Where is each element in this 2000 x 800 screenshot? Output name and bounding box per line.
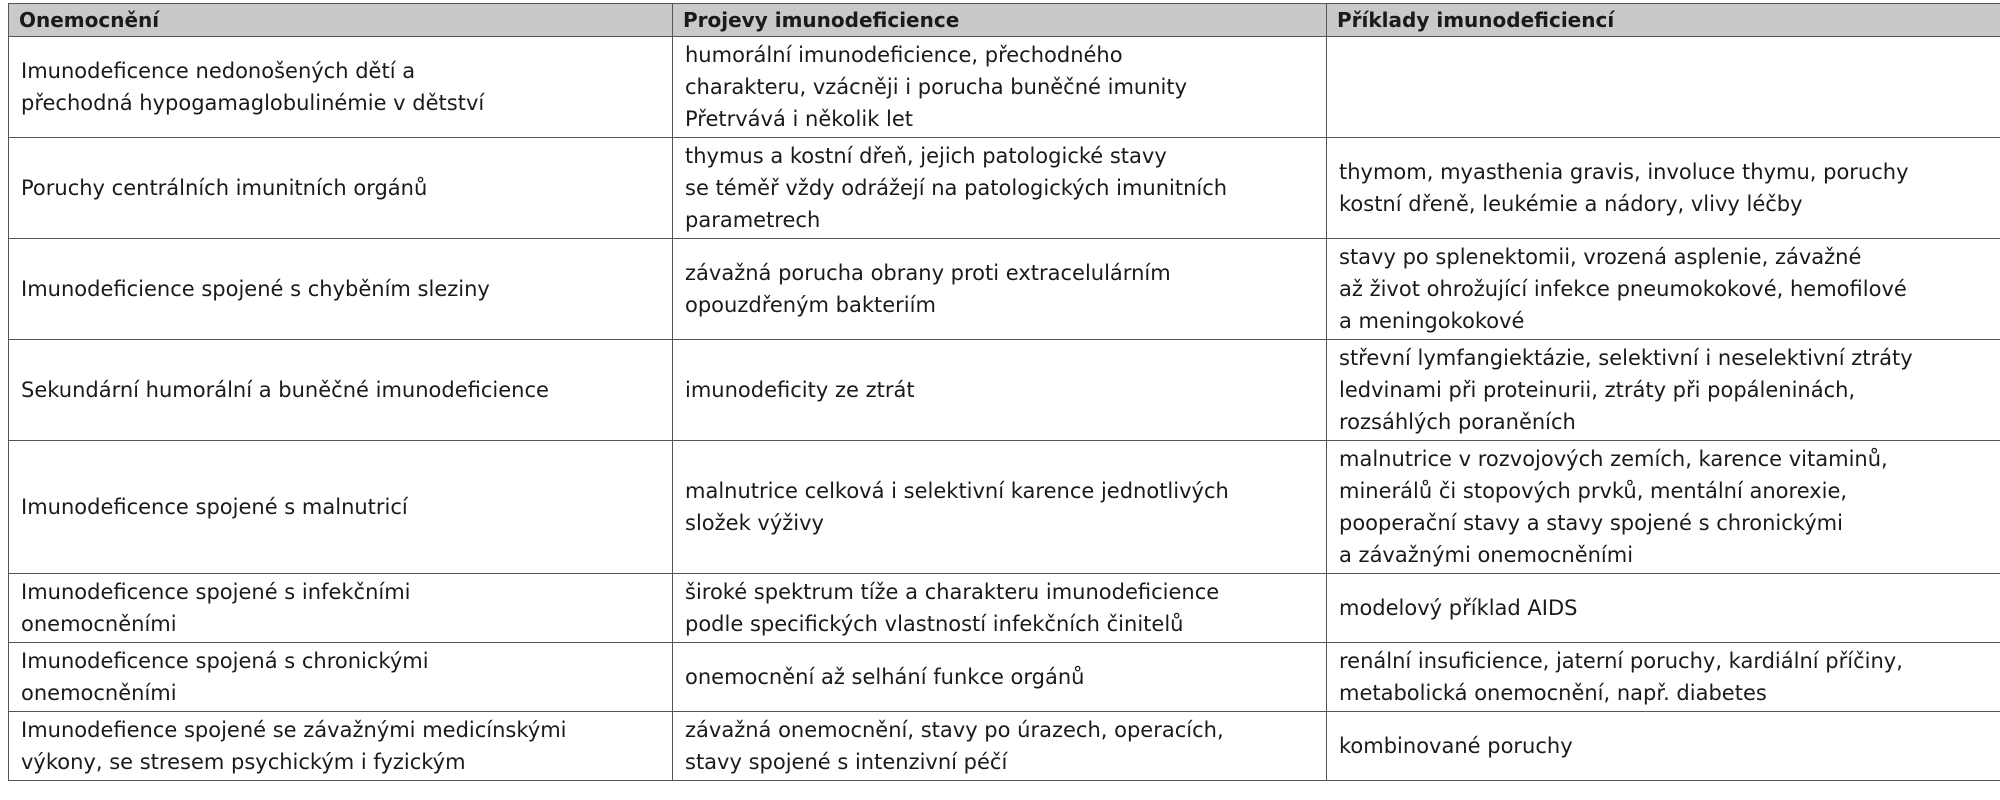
cell-text-line: přechodná hypogamaglobulinémie v dětství: [21, 91, 485, 115]
cell-manifestation: [673, 37, 1327, 138]
table-row: [9, 441, 2000, 574]
cell-text-line: složek výživy: [685, 511, 824, 535]
cell-disease: [9, 574, 673, 643]
cell-manifestation: [673, 643, 1327, 712]
cell-text-line: renální insuficience, jaterní poruchy, kardiální příčiny,: [1339, 649, 1903, 673]
cell-examples: [1327, 138, 2000, 239]
cell-examples: [1327, 441, 2000, 574]
cell-disease: [9, 441, 673, 574]
cell-manifestation: [673, 138, 1327, 239]
cell-text-line: Přetrvává i několik let: [685, 107, 914, 131]
cell-text-line: thymom, myasthenia gravis, involuce thymu, poruchy: [1339, 160, 1909, 184]
cell-text-line: rozsáhlých poraněních: [1339, 410, 1576, 434]
cell-text-line: onemocnění až selhání funkce orgánů: [685, 665, 1085, 689]
cell-text-line: stavy spojené s intenzivní péčí: [685, 750, 1008, 774]
cell-disease: [9, 239, 673, 340]
cell-text-line: pooperační stavy a stavy spojené s chronickými: [1339, 511, 1843, 535]
cell-text-line: parametrech: [685, 208, 821, 232]
cell-examples: [1327, 340, 2000, 441]
header-disease: Onemocnění: [9, 4, 673, 37]
cell-disease: [9, 138, 673, 239]
table-row: [9, 643, 2000, 712]
cell-examples: [1327, 37, 2000, 138]
cell-text-line: malnutrice celková i selektivní karence jednotlivých: [685, 479, 1229, 503]
cell-disease: [9, 712, 673, 781]
cell-text-line: humorální imunodeficience, přechodného: [685, 43, 1123, 67]
table-row: [9, 574, 2000, 643]
cell-text-line: modelový příklad AIDS: [1339, 596, 1578, 620]
table-header: [9, 4, 2000, 37]
cell-text-line: stavy po splenektomii, vrozená asplenie, závažné: [1339, 245, 1862, 269]
table-row: [9, 340, 2000, 441]
cell-text-line: malnutrice v rozvojových zemích, karence vitaminů,: [1339, 447, 1888, 471]
cell-text-line: závažná onemocnění, stavy po úrazech, operacích,: [685, 718, 1224, 742]
table-row: [9, 239, 2000, 340]
cell-text-line: onemocněními: [21, 612, 177, 636]
cell-examples: [1327, 574, 2000, 643]
cell-text-line: Poruchy centrálních imunitních orgánů: [21, 176, 428, 200]
cell-text-line: střevní lymfangiektázie, selektivní i neselektivní ztráty: [1339, 346, 1913, 370]
cell-disease: [9, 643, 673, 712]
cell-text-line: Imunodeficence spojené s infekčními: [21, 580, 411, 604]
cell-text-line: závažná porucha obrany proti extracelulárním: [685, 261, 1171, 285]
cell-text-line: onemocněními: [21, 681, 177, 705]
cell-text-line: až život ohrožující infekce pneumokokové, hemofilové: [1339, 277, 1907, 301]
cell-text-line: Imunodeficence nedonošených dětí a: [21, 59, 416, 83]
table-row: [9, 138, 2000, 239]
cell-text-line: Imunodeficence spojené s malnutricí: [21, 495, 408, 519]
cell-text-line: ledvinami při proteinurii, ztráty při popáleninách,: [1339, 378, 1856, 402]
cell-text-line: Imunodeficence spojená s chronickými: [21, 649, 429, 673]
table-row: [9, 37, 2000, 138]
cell-disease: [9, 37, 673, 138]
cell-text-line: minerálů či stopových prvků, mentální anorexie,: [1339, 479, 1848, 503]
cell-manifestation: [673, 712, 1327, 781]
table-row: [9, 712, 2000, 781]
cell-manifestation: [673, 574, 1327, 643]
cell-text-line: kostní dřeně, leukémie a nádory, vlivy léčby: [1339, 192, 1803, 216]
cell-examples: [1327, 643, 2000, 712]
cell-text-line: široké spektrum tíže a charakteru imunodeficience: [685, 580, 1220, 604]
cell-text-line: Sekundární humorální a buněčné imunodeficience: [21, 378, 549, 402]
cell-manifestation: [673, 340, 1327, 441]
header-manifestation: Projevy imunodeficience: [673, 4, 1327, 37]
cell-manifestation: [673, 441, 1327, 574]
cell-text-line: Imunodeficience spojené s chyběním sleziny: [21, 277, 490, 301]
cell-text-line: imunodeficity ze ztrát: [685, 378, 915, 402]
cell-text-line: Imunodefience spojené se závažnými medicínskými: [21, 718, 567, 742]
cell-manifestation: [673, 239, 1327, 340]
cell-examples: [1327, 712, 2000, 781]
table-body: [9, 37, 2000, 781]
cell-text-line: a závažnými onemocněními: [1339, 543, 1634, 567]
cell-text-line: kombinované poruchy: [1339, 734, 1573, 758]
cell-text-line: charakteru, vzácněji i porucha buněčné imunity: [685, 75, 1188, 99]
cell-text-line: opouzdřeným bakteriím: [685, 293, 936, 317]
cell-text-line: se téměř vždy odrážejí na patologických imunitních: [685, 176, 1228, 200]
cell-text-line: metabolická onemocnění, např. diabetes: [1339, 681, 1767, 705]
cell-text-line: a meningokokové: [1339, 309, 1525, 333]
cell-text-line: thymus a kostní dřeň, jejich patologické stavy: [685, 144, 1167, 168]
header-examples: Příklady imunodeficiencí: [1327, 4, 2000, 37]
cell-text-line: výkony, se stresem psychickým i fyzickým: [21, 750, 466, 774]
immunodeficiency-table: [8, 3, 2000, 781]
header-row: [9, 4, 2000, 37]
cell-text-line: podle specifických vlastností infekčních činitelů: [685, 612, 1184, 636]
cell-disease: [9, 340, 673, 441]
cell-examples: [1327, 239, 2000, 340]
